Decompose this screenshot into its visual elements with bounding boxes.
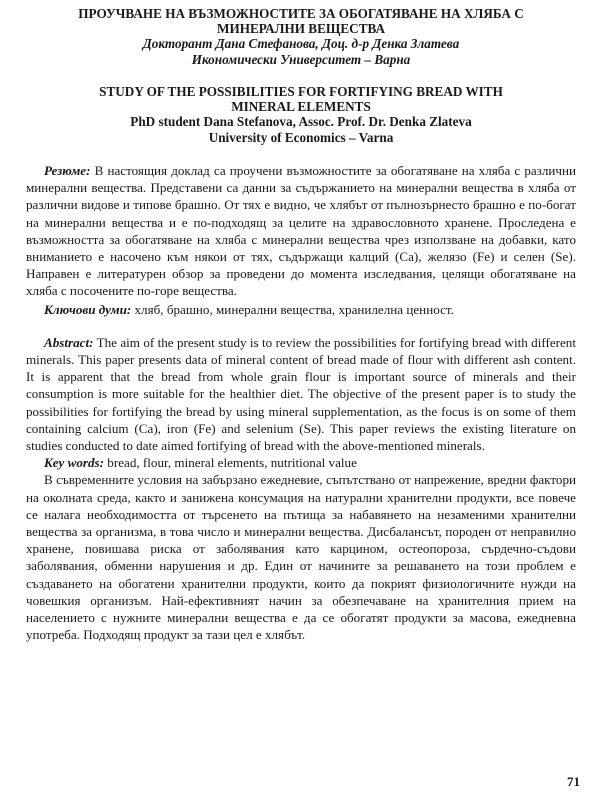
en-title: [26, 84, 576, 114]
en-affiliation: University of Economics – Varna: [208, 130, 394, 145]
abstract-en: [26, 334, 576, 454]
bg-authors: Докторант Дана Стефанова, Доц. д-р Денка Златева: [142, 36, 460, 51]
bg-affiliation: Икономически Университет – Варна: [191, 52, 411, 67]
en-title-line1: STUDY OF THE POSSIBILITIES FOR FORTIFYING BREAD WITH: [99, 84, 503, 99]
abstract-bg-label: Резюме:: [44, 163, 91, 178]
bg-title-line2: МИНЕРАЛНИ ВЕЩЕСТВА: [217, 21, 385, 36]
abstract-bg: [26, 162, 576, 300]
keywords-bg-label: Ключови думи:: [44, 301, 132, 317]
abstract-en-text: The aim of the present study is to review the possibilities for fortifying bread with different minerals. This paper presents data of mineral content of bread made of flour with different ash content. It is apparent that the bread from whole grain flour is important source of minerals and their consumption is more suitable for the healthier diet. The objective of the present paper is to study the possibilities for fortifying the bread by using mineral supplementation, as the focus is on some of them containing calcium (Ca), iron (Fe) and selenium (Se). This paper reviews the existing literature on studies conducted to date aimed fortifying of bread with the above-mentioned minerals.: [26, 334, 576, 454]
keywords-bg-text: хляб, брашно, минерални вещества, хранилелна ценност.: [131, 301, 454, 317]
bg-title-line1: ПРОУЧВАНЕ НА ВЪЗМОЖНОСТИТЕ ЗА ОБОГАТЯВАНЕ НА ХЛЯБА С: [78, 6, 524, 21]
keywords-en: [26, 454, 576, 471]
en-authors: PhD student Dana Stefanova, Assoc. Prof. Dr. Denka Zlateva: [130, 114, 472, 129]
keywords-en-text: bread, flour, mineral elements, nutritional value: [104, 455, 357, 471]
en-title-line2: MINERAL ELEMENTS: [231, 99, 371, 114]
abstract-bg-text: В настоящия доклад са проучени възможностите за обогатяване на хляба с различни минерални вещества. Представени са данни за съдържанието на минерални вещества в хляба от различни видове и типове брашно. От тях е видно, че хлябът от пълнозърнесто брашно е по-богат на минерални вещества и е по-подходящ за целите на здравословното хранене. Проследена е възможността за обогатяване на хляба с минерални вещества чрез използване на добавки, като вниманието е насочено към някои от тях, съдържащи калций (Ca), желязо (Fe) и селен (Se). Направен е литературен обзор за проведени до момента изследвания, целящи обогатяване на хляба с посочените по-горе вещества.: [26, 163, 576, 299]
keywords-en-label: Key words:: [44, 455, 105, 471]
keywords-bg: [26, 301, 576, 318]
bg-title: [26, 6, 576, 36]
body-paragraph: В съвременните условия на забързано ежедневие, съпътствано от напрежение, вредни фактори на околната среда, както и занижена консумация на натурални хранителни продукти, все повече се налага необходимостта от търсенето на пътища за набавянето на незаменими хранителни вещества за организма, в това число и минерални вещества. Дисбалансът, породен от неправилно хранене, повишава риска от заболявания като карцином, остеопороза, сърдечно-съдови заболявания, обменни нарушения и др. Един от начините за решаването на този проблем е създаването на обогатени хранителни продукти, които да покрият физиологичните нужди на човешкия организъм. Най-ефективният начин за обезпечаване на хранителния прием на населението с нужните минерални вещества е да се обогатят продукти за масова, ежедневна употреба. Подходящ продукт за тази цел е хлябът.: [26, 472, 576, 643]
page-number: 71: [567, 774, 580, 789]
abstract-en-label: Abstract:: [44, 334, 94, 350]
